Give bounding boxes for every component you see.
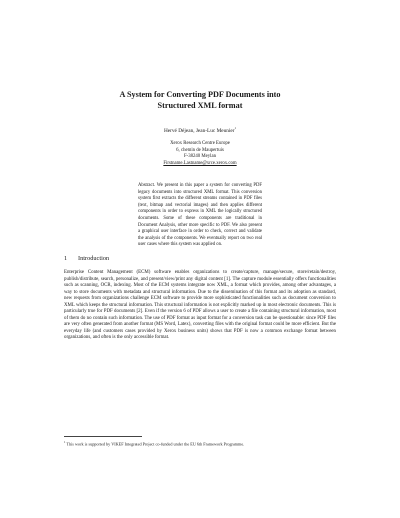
footnote-text: This work is supported by VIKEF Integrated Project co-funded under the EU 6th Framework Programme.: [66, 441, 245, 447]
authors: [100, 126, 300, 134]
abstract-label: Abstract.: [138, 183, 156, 188]
affiliation: [100, 141, 300, 167]
affiliation-street: 6, chemin de Maupertuis: [176, 147, 224, 153]
affiliation-org: Xerox Research Centre Europe: [170, 141, 230, 146]
author-names: Hervé Déjean, Jean-Luc Meunier: [163, 127, 235, 134]
section-number: 1: [64, 255, 68, 262]
affiliation-city: F-38240 Meylan: [183, 154, 217, 160]
body-paragraph: Enterprise Content Management (ECM) software enables organizations to create/capture, manage/secure, store/retain/destroy, publish/distribute, search, personalize, and present/view/print any digital content [1]. The capture module essentially offers functionalities such as scanning, OCR, indexing. Most of the ECM systems integrate now XML, a format which provides, among other advantages, a way to store documents with metadata and structural information. Due to the dissemination of this format and its adoption as standard, new requests from organizations challenge ECM software to provide more sophisticated functionalities such as document conversion to XML which keeps the structural information. This structural information is not explicitly marked up in most electronic documents. This is particularly true for PDF documents [2]. Even if the version 6 of PDF allows a user to create a file containing structural information, most of them do no contain such information. The use of PDF format as input format for a conversion task can be questionable: since PDF files are very often generated from another format (MS Word, Latex), converting files with the original format could be more efficient. But the everyday life (and customers cases provided by Xerox business units) shows that PDF is now a common exchange format between organizations, and often is the only accessible format.: [64, 270, 336, 341]
abstract: [138, 183, 262, 249]
abstract-text: We present in this paper a system for converting PDF legacy documents into structured XML format. This conversion system first extracts the different streams contained in PDF files (text, bitmap and vectorial images) and then applies different components in order to express in XML the logically structured documents. Some of these components are traditional in Document Analysis, other more specific to PDF. We also present a graphical user interface in order to check, correct and validate the analysis of the components. We eventually report on two real user cases where this system was applied on.: [138, 183, 262, 248]
author-footnote-mark: 1: [234, 126, 237, 130]
affiliation-email[interactable]: Firstname.Lastname@xrce.xerox.com: [163, 160, 237, 166]
section-title: Introduction: [78, 255, 110, 262]
footnote-mark: 1: [64, 440, 66, 444]
paper-title: A System for Converting PDF Documents into Structured XML format: [119, 90, 281, 110]
footnote: [64, 440, 264, 447]
section-heading: [64, 255, 109, 262]
footnote-rule: [64, 436, 142, 437]
